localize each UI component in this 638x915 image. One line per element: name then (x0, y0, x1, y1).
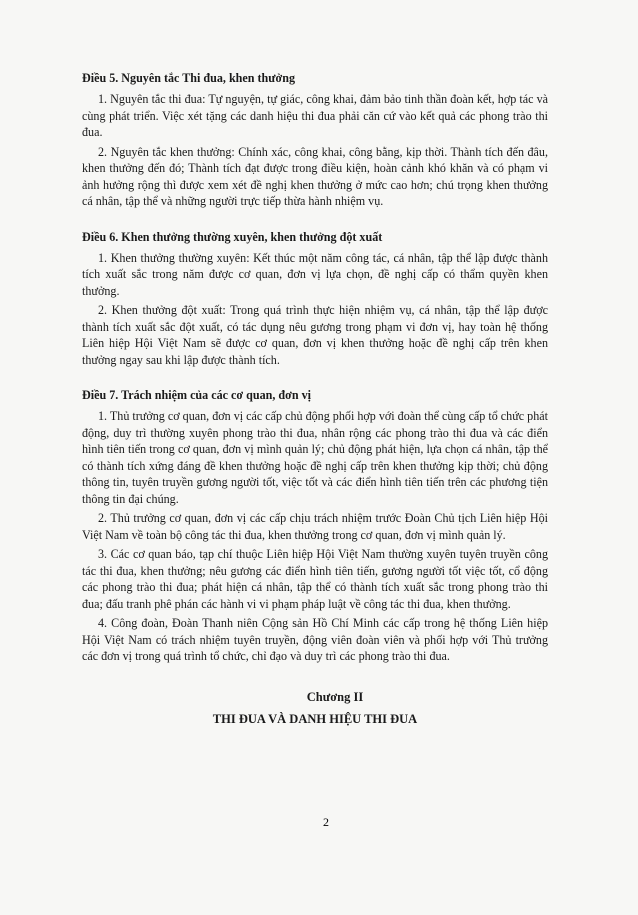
article-title: Điều 5. Nguyên tắc Thi đua, khen thưởng (82, 71, 295, 85)
article-paragraph: 1. Thủ trưởng cơ quan, đơn vị các cấp chủ động phối hợp với đoàn thể cùng cấp tổ chức phát động, duy trì thường xuyên phong trào thi đua, nhân rộng các phong trào thi đua và các điển hình tiên tiến trong cơ quan, đơn vị mình quản lý; chủ động phát hiện, lựa chọn cá nhân, tập thể có thành tích xứng đáng đề khen thưởng hoặc đề nghị cấp trên khen thưởng kịp thời; chủ động thông tin, tuyên truyền gương người tốt, việc tốt và các điển hình tiên tiến trên các phương tiện thông tin đại chúng. (82, 409, 548, 506)
article-paragraph: 3. Các cơ quan báo, tạp chí thuộc Liên hiệp Hội Việt Nam thường xuyên tuyên truyền công tác thi đua, khen thưởng; nêu gương các điển hình tiên tiến, gương người tốt việc tốt, cổ động các phong trào thi đua; phát hiện cá nhân, tập thể có thành tích xuất sắc trong phong trào thi đua; đấu tranh phê phán các hành vi vi phạm pháp luật về công tác thi đua, khen thưởng. (82, 547, 548, 611)
chapter-heading (82, 687, 548, 729)
article-paragraph: 4. Công đoàn, Đoàn Thanh niên Cộng sản Hồ Chí Minh các cấp trong hệ thống Liên hiệp Hội Việt Nam có trách nhiệm tuyên truyền, động viên đoàn viên và phối hợp với Thủ trưởng các đơn vị trong quá trình tổ chức, chỉ đạo và duy trì các phong trào thi đua. (82, 616, 548, 663)
article-paragraph: 2. Khen thưởng đột xuất: Trong quá trình thực hiện nhiệm vụ, cá nhân, tập thể lập được thành tích xuất sắc đột xuất, có tác dụng nêu gương trong phạm vi đơn vị, hay toàn hệ thống Liên hiệp Hội Việt Nam sẽ được cơ quan, đơn vị khen thưởng hoặc đề nghị cấp trên khen thưởng ngay sau khi lập được thành tích. (82, 303, 548, 367)
article-paragraph: 1. Khen thưởng thường xuyên: Kết thúc một năm công tác, cá nhân, tập thể lập được thành tích xuất sắc trong năm được cơ quan, đơn vị lựa chọn, đề nghị cấp có thẩm quyền khen thưởng. (82, 250, 548, 298)
article-paragraph: 2. Nguyên tắc khen thưởng: Chính xác, công khai, công bằng, kịp thời. Thành tích đến đâu, khen thưởng đến đó; Thành tích đạt được trong điều kiện, hoàn cảnh khó khăn và có phạm vi ảnh hưởng rộng thì được xem xét đề nghị khen thưởng ở mức cao hơn; chú trọng khen thưởng cá nhân, tập thể và những người trực tiếp thừa hành nhiệm vụ. (82, 144, 548, 208)
article-5 (82, 70, 548, 210)
article-7 (82, 387, 548, 665)
article-paragraph: 2. Thủ trưởng cơ quan, đơn vị các cấp chịu trách nhiệm trước Đoàn Chủ tịch Liên hiệp Hội Việt Nam về toàn bộ công tác thi đua, khen thưởng trong cơ quan, đơn vị mình quản lý. (82, 511, 548, 542)
chapter-label: Chương II (306, 689, 364, 704)
page-number: 2 (323, 815, 329, 829)
section-gap (82, 213, 548, 229)
section-gap (82, 371, 548, 387)
article-paragraph: 1. Nguyên tắc thi đua: Tự nguyện, tự giác, công khai, đảm bảo tinh thần đoàn kết, hợp tác và cùng phát triển. Việc xét tặng các danh hiệu thi đua phải căn cứ vào kết quả các phong trào thi đua. (82, 92, 548, 139)
article-6 (82, 229, 548, 369)
article-title: Điều 6. Khen thưởng thường xuyên, khen thưởng đột xuất (82, 229, 383, 244)
article-title: Điều 7. Trách nhiệm của các cơ quan, đơn vị (82, 388, 311, 402)
chapter-title: THI ĐUA VÀ DANH HIỆU THI ĐUA (212, 711, 418, 726)
